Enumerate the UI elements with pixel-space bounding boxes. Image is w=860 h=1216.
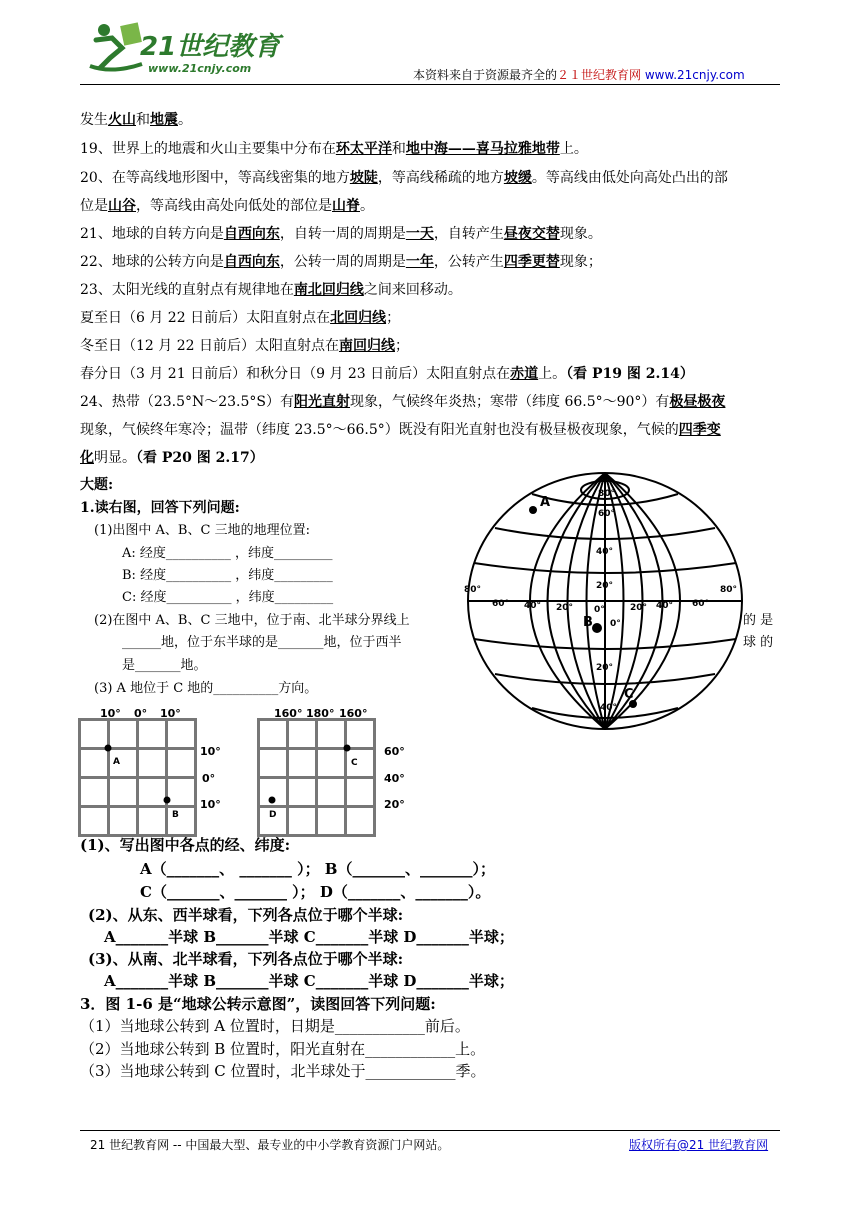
q2-part3-answers: A_______半球 B_______半球 C_______半球 D_______半球； [104, 972, 514, 990]
grid1-right-10n: 10° [200, 745, 221, 758]
q1-part1: (1)出图中 A、B、C 三地的地理位置: [94, 523, 310, 538]
globe-lbl-lon-60e: 60° [692, 599, 710, 609]
globe-lbl-lon-40w: 40° [524, 601, 542, 611]
globe-lbl-lat-40n: 40° [596, 547, 614, 557]
grid2-right-20: 20° [384, 798, 405, 811]
q2-cd: C（_______、_______ ）； D（_______、_______）。 [140, 883, 491, 901]
q2-ab: A（_______、 _______ ）； B（_______、_______）； [140, 860, 495, 878]
q2-part2-answers: A_______半球 B_______半球 C_______半球 D_______半球； [104, 928, 514, 946]
grid1-point-b [164, 797, 171, 804]
line-21: 21、地球的自转方向是自西向东，自转一周的周期是一天，自转产生昼夜交替现象。 [80, 226, 602, 242]
globe-lbl-lon-20e: 20° [630, 603, 648, 613]
globe-lbl-lon-0: 0° [594, 605, 605, 615]
q1-part2: (2)在图中 A、B、C 三地中，位于南、北半球分界线上 [94, 613, 410, 628]
q1-b: B: 经度__________ ，纬度_________ [122, 568, 333, 583]
globe-lbl-lat-40s: 40° [600, 703, 618, 713]
q3-part3: （3）当地球公转到 C 位置时，北半球处于____________季。 [80, 1062, 486, 1080]
grid2-point-c-label: C [351, 758, 358, 768]
globe-lbl-top-80: 80° [598, 489, 616, 499]
q2-part1: (1)、写出图中各点的经、纬度: [80, 836, 291, 854]
section-title: 大题: [80, 477, 114, 493]
grid2-right-60: 60° [384, 745, 405, 758]
grid1-top-10e: 10° [160, 707, 181, 720]
globe-point-b-label: B [583, 615, 593, 630]
globe-point-c-label: C [624, 687, 634, 702]
line-24c: 化明显。（看 P20 图 2.17） [80, 450, 264, 466]
q1-part2b: ______地，位于东半球的是_______地，位于西半 [122, 635, 402, 650]
q3-title: 3．图 1-6 是“地球公转示意图”，读图回答下列问题: [80, 995, 436, 1013]
logo-url: www.21cnjy.com [148, 62, 252, 75]
grid2-point-d-label: D [269, 810, 277, 820]
header-divider [80, 84, 780, 85]
globe-lbl-lon-20w: 20° [556, 603, 574, 613]
globe-diagram [460, 466, 750, 732]
globe-lbl-lon-60w: 60° [492, 599, 510, 609]
grid1-points [78, 718, 198, 838]
header-link[interactable]: www.21cnjy.com [644, 68, 745, 82]
footer-copyright-link[interactable]: 版权所有@21 世纪教育网 [629, 1138, 769, 1152]
q3-part1: （1）当地球公转到 A 位置时，日期是____________前后。 [80, 1017, 470, 1035]
line-20: 20、在等高线地形图中，等高线密集的地方坡陡，等高线稀疏的地方坡缓。等高线由低处向高处凸出的部 [80, 170, 728, 186]
q1-part2-r: 的 是 [743, 613, 774, 628]
grid2-points [257, 718, 377, 838]
line-18: 发生火山和地震。 [80, 112, 192, 128]
grid2-point-d [269, 797, 276, 804]
q3-part2: （2）当地球公转到 B 位置时，阳光直射在____________上。 [80, 1040, 486, 1058]
footer-text: 21 世纪教育网 -- 中国最大型、最专业的中小学教育资源门户网站。 [90, 1138, 450, 1152]
grid1-right-0: 0° [202, 772, 216, 785]
grid1-top-0: 0° [134, 707, 148, 720]
globe-point-a-label: A [540, 495, 551, 510]
globe-lbl-lat-20s: 20° [596, 663, 614, 673]
q2-part3: (3)、从南、北半球看，下列各点位于哪个半球: [88, 950, 404, 968]
footer-divider [80, 1130, 780, 1131]
line-23: 23、太阳光线的直射点有规律地在南北回归线之间来回移动。 [80, 282, 462, 298]
line-23a: 夏至日（6 月 22 日前后）太阳直射点在北回归线； [80, 310, 401, 326]
line-23c: 春分日（3 月 21 日前后）和秋分日（9 月 23 日前后）太阳直射点在赤道上。（看 P19 图 2.14） [80, 366, 694, 382]
q1-part2c: 是_______地。 [122, 658, 207, 673]
grid2-top-160w: 160° [339, 707, 368, 720]
grid2-point-c [344, 745, 351, 752]
q1-part3: (3) A 地位于 C 地的__________方向。 [94, 681, 318, 696]
q1-title: 1.读右图，回答下列问题: [80, 500, 240, 516]
grid1-point-a-label: A [113, 757, 120, 767]
line-24: 24、热带（23.5°N～23.5°S）有阳光直射现象，气候终年炎热；寒带（纬度 66.5°～90°）有极昼极夜 [80, 394, 726, 410]
line-19: 19、世界上的地震和火山主要集中分布在环太平洋和地中海——喜马拉雅地带上。 [80, 141, 588, 157]
globe-lbl-lat-0: 0° [610, 619, 621, 629]
grid2-top-160e: 160° [274, 707, 303, 720]
line-23b: 冬至日（12 月 22 日前后）太阳直射点在南回归线； [80, 338, 409, 354]
q1-c: C: 经度__________ ，纬度_________ [122, 590, 334, 605]
line-20b: 位是山谷，等高线由高处向低处的部位是山脊。 [80, 198, 374, 214]
globe-lbl-lon-80e: 80° [720, 585, 738, 595]
q1-a: A: 经度__________ ，纬度_________ [122, 546, 333, 561]
line-24b: 现象，气候终年寒冷；温带（纬度 23.5°～66.5°）既没有阳光直射也没有极昼极夜现象，气候的四季变 [80, 422, 721, 438]
grid2-top-180: 180° [306, 707, 335, 720]
header-source: 本资料来自于资源最齐全的２１世纪教育网 www.21cnjy.com [413, 68, 745, 82]
grid1-right-10s: 10° [200, 798, 221, 811]
q2-part2: (2)、从东、西半球看，下列各点位于哪个半球: [88, 906, 404, 924]
globe-point-b [592, 623, 602, 633]
globe-lbl-lat-20n: 20° [596, 581, 614, 591]
grid1-point-b-label: B [172, 810, 179, 820]
globe-lbl-lon-40e: 40° [656, 601, 674, 611]
grid1-point-a [105, 745, 112, 752]
line-22: 22、地球的公转方向是自西向东，公转一周的周期是一年，公转产生四季更替现象； [80, 254, 602, 270]
q1-part2b-r: 球 的 [743, 635, 774, 650]
grid1-top-10w: 10° [100, 707, 121, 720]
logo-text: 21世纪教育 [140, 32, 281, 62]
globe-point-a [529, 506, 537, 514]
globe-lbl-top-60: 60° [598, 509, 616, 519]
globe-lbl-lon-80w: 80° [464, 585, 482, 595]
grid2-right-40: 40° [384, 772, 405, 785]
